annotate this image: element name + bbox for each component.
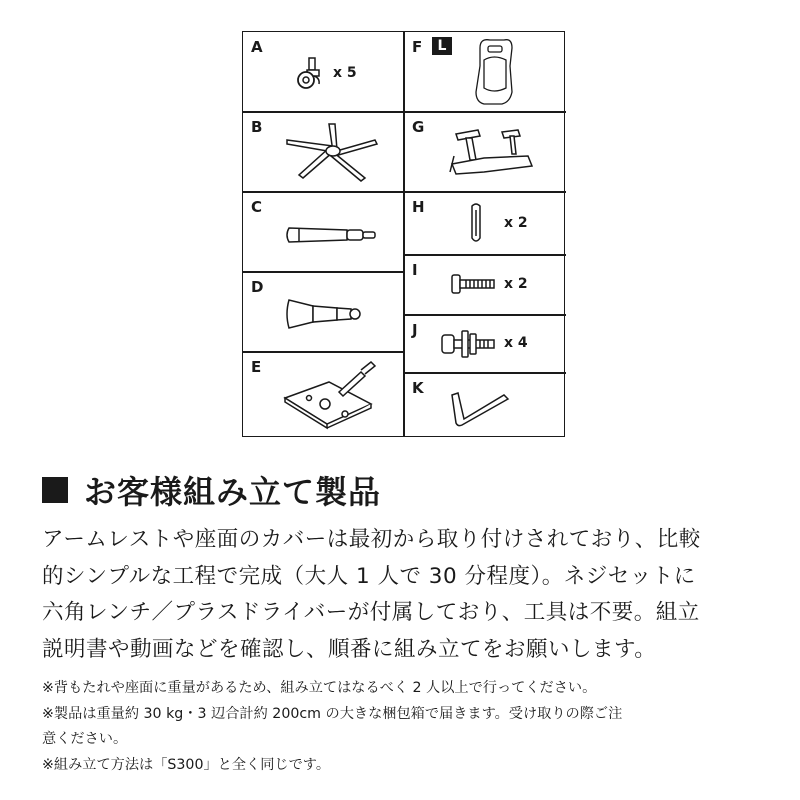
caster-wheel-icon [293, 54, 333, 94]
part-quantity: x 2 [504, 276, 528, 292]
chair-backrest-icon [470, 36, 520, 108]
body-line: 的シンプルな工程で完成（大人 1 人で 30 分程度）。ネジセットに [42, 563, 696, 589]
part-letter: C [251, 198, 263, 216]
part-letter: F [412, 38, 423, 56]
part-cell-i [404, 255, 566, 314]
part-cell-f [404, 32, 566, 111]
size-badge: L [432, 37, 452, 55]
description-body [42, 522, 770, 668]
note-line: ※製品は重量約 30 kg・3 辺合計約 200cm の大きな梱包箱で届きます。受け取りの際ご注 [42, 705, 623, 722]
armrest-set-icon [444, 120, 554, 180]
notes-block [42, 676, 782, 778]
bolt-icon [450, 273, 500, 297]
part-letter: E [251, 358, 262, 376]
seat-mechanism-icon [279, 356, 399, 436]
section-title: お客様組み立て製品 [84, 473, 382, 511]
note-line: ※背もたれや座面に重量があるため、組み立てはなるべく 2 人以上で行ってください。 [42, 680, 597, 696]
gas-cylinder-icon [283, 220, 383, 250]
part-letter: B [251, 118, 263, 136]
part-letter: D [251, 278, 264, 296]
body-line: 六角レンチ／プラスドライバーが付属しており、工具は不要。組立 [42, 600, 700, 625]
part-letter: J [412, 321, 418, 339]
part-letter: K [412, 379, 424, 397]
body-line: 説明書や動画などを確認し、順番に組み立てをお願いします。 [42, 636, 657, 662]
bolt-washer-icon [440, 327, 500, 361]
hex-wrench-icon [448, 389, 518, 429]
note-line: 意ください。 [42, 731, 128, 747]
part-quantity: x 4 [504, 335, 528, 351]
part-quantity: x 2 [504, 215, 528, 231]
part-cell-d [243, 272, 403, 351]
cover-pin-icon [466, 202, 486, 248]
chair-base-icon [283, 118, 383, 186]
cylinder-cover-icon [283, 294, 373, 338]
black-square-icon [42, 477, 68, 503]
part-letter: I [412, 261, 418, 279]
part-letter: A [251, 38, 263, 56]
part-cell-e [243, 352, 403, 438]
part-cell-j [404, 315, 566, 372]
part-cell-k [404, 373, 566, 438]
part-letter: H [412, 198, 425, 216]
part-cell-h [404, 192, 566, 254]
part-cell-a [243, 32, 403, 111]
body-line: アームレストや座面のカバーは最初から取り付けされており、比較 [42, 527, 701, 552]
part-quantity: x 5 [333, 65, 357, 81]
part-cell-c [243, 192, 403, 271]
part-cell-g [404, 112, 566, 191]
note-line: ※組み立て方法は「S300」と全く同じです。 [42, 756, 331, 773]
parts-diagram [242, 31, 565, 437]
part-letter: G [412, 118, 425, 136]
section-heading [42, 468, 381, 512]
part-cell-b [243, 112, 403, 191]
